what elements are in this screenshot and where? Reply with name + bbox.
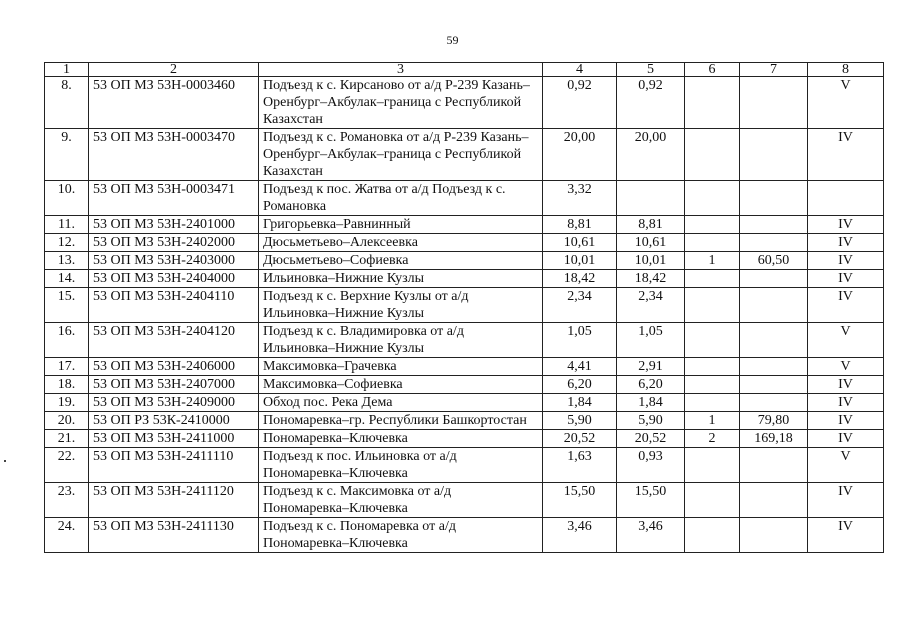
road-name: Подъезд к с. Романовка от а/д Р-239 Казань–Оренбург–Акбулак–граница с Республикой Казахстан	[259, 129, 543, 181]
value-col-4: 10,61	[543, 234, 617, 252]
road-name: Подъезд к пос. Ильиновка от а/д Пономаревка–Ключевка	[259, 448, 543, 483]
road-category: IV	[808, 430, 884, 448]
value-col-5: 1,05	[617, 323, 685, 358]
column-header: 5	[617, 63, 685, 77]
road-id-code: 53 ОП МЗ 53Н-2403000	[89, 252, 259, 270]
road-name: Подъезд к с. Пономаревка от а/д Пономаревка–Ключевка	[259, 518, 543, 553]
road-id-code: 53 ОП МЗ 53Н-2409000	[89, 394, 259, 412]
value-col-6	[685, 394, 740, 412]
value-col-5: 0,92	[617, 77, 685, 129]
table-row	[45, 234, 884, 252]
value-col-6: 2	[685, 430, 740, 448]
road-category: IV	[808, 518, 884, 553]
table-body	[45, 63, 884, 553]
road-category: V	[808, 77, 884, 129]
road-id-code: 53 ОП МЗ 53Н-2407000	[89, 376, 259, 394]
value-col-5: 10,01	[617, 252, 685, 270]
value-col-7	[740, 483, 808, 518]
road-name: Дюсьметьево–Софиевка	[259, 252, 543, 270]
table-row	[45, 412, 884, 430]
row-number: 10.	[45, 181, 89, 216]
table-row	[45, 252, 884, 270]
road-category: IV	[808, 412, 884, 430]
row-number: 16.	[45, 323, 89, 358]
value-col-7	[740, 288, 808, 323]
value-col-5: 2,91	[617, 358, 685, 376]
row-number: 17.	[45, 358, 89, 376]
column-header: 8	[808, 63, 884, 77]
road-category: V	[808, 358, 884, 376]
road-name: Ильиновка–Нижние Кузлы	[259, 270, 543, 288]
table-row	[45, 323, 884, 358]
page-number: 59	[446, 33, 459, 47]
row-number: 24.	[45, 518, 89, 553]
road-id-code: 53 ОП МЗ 53Н-2402000	[89, 234, 259, 252]
value-col-7	[740, 234, 808, 252]
column-header: 3	[259, 63, 543, 77]
table-row	[45, 288, 884, 323]
road-category	[808, 181, 884, 216]
table-row	[45, 483, 884, 518]
value-col-7	[740, 376, 808, 394]
value-col-5: 10,61	[617, 234, 685, 252]
road-category: V	[808, 323, 884, 358]
value-col-6	[685, 77, 740, 129]
row-number: 20.	[45, 412, 89, 430]
table-row	[45, 448, 884, 483]
value-col-6	[685, 270, 740, 288]
value-col-7	[740, 216, 808, 234]
value-col-6	[685, 216, 740, 234]
row-number: 12.	[45, 234, 89, 252]
road-category: IV	[808, 376, 884, 394]
value-col-4: 10,01	[543, 252, 617, 270]
road-category: IV	[808, 252, 884, 270]
table-row	[45, 216, 884, 234]
scan-mark	[4, 460, 6, 462]
value-col-6	[685, 234, 740, 252]
value-col-6	[685, 358, 740, 376]
value-col-6	[685, 483, 740, 518]
road-category: IV	[808, 129, 884, 181]
road-id-code: 53 ОП МЗ 53Н-2404120	[89, 323, 259, 358]
road-category: IV	[808, 234, 884, 252]
road-name: Обход пос. Река Дема	[259, 394, 543, 412]
road-name: Григорьевка–Равнинный	[259, 216, 543, 234]
column-header: 4	[543, 63, 617, 77]
value-col-5: 5,90	[617, 412, 685, 430]
column-header: 7	[740, 63, 808, 77]
road-id-code: 53 ОП МЗ 53Н-0003470	[89, 129, 259, 181]
column-header: 6	[685, 63, 740, 77]
value-col-5: 1,84	[617, 394, 685, 412]
value-col-7	[740, 323, 808, 358]
value-col-6	[685, 376, 740, 394]
road-category: V	[808, 448, 884, 483]
value-col-7	[740, 77, 808, 129]
value-col-6	[685, 129, 740, 181]
value-col-4: 5,90	[543, 412, 617, 430]
value-col-4: 4,41	[543, 358, 617, 376]
value-col-7: 60,50	[740, 252, 808, 270]
value-col-4: 0,92	[543, 77, 617, 129]
row-number: 11.	[45, 216, 89, 234]
value-col-4: 6,20	[543, 376, 617, 394]
value-col-5: 0,93	[617, 448, 685, 483]
value-col-4: 20,52	[543, 430, 617, 448]
road-name: Максимовка–Грачевка	[259, 358, 543, 376]
table-row	[45, 358, 884, 376]
value-col-6	[685, 288, 740, 323]
value-col-7	[740, 448, 808, 483]
road-name: Подъезд к с. Владимировка от а/д Ильиновка–Нижние Кузлы	[259, 323, 543, 358]
table-row	[45, 129, 884, 181]
table-row	[45, 181, 884, 216]
road-name: Максимовка–Софиевка	[259, 376, 543, 394]
road-category: IV	[808, 216, 884, 234]
value-col-6: 1	[685, 412, 740, 430]
road-name: Подъезд к с. Максимовка от а/д Пономаревка–Ключевка	[259, 483, 543, 518]
value-col-7: 79,80	[740, 412, 808, 430]
row-number: 8.	[45, 77, 89, 129]
value-col-4: 1,84	[543, 394, 617, 412]
row-number: 22.	[45, 448, 89, 483]
value-col-5: 6,20	[617, 376, 685, 394]
table-row	[45, 394, 884, 412]
row-number: 21.	[45, 430, 89, 448]
roads-table	[44, 62, 884, 553]
value-col-7	[740, 518, 808, 553]
row-number: 9.	[45, 129, 89, 181]
row-number: 14.	[45, 270, 89, 288]
value-col-5: 18,42	[617, 270, 685, 288]
column-header: 1	[45, 63, 89, 77]
table-row	[45, 77, 884, 129]
value-col-5: 20,52	[617, 430, 685, 448]
value-col-4: 3,32	[543, 181, 617, 216]
road-id-code: 53 ОП МЗ 53Н-2401000	[89, 216, 259, 234]
value-col-5: 8,81	[617, 216, 685, 234]
value-col-4: 1,05	[543, 323, 617, 358]
row-number: 18.	[45, 376, 89, 394]
road-id-code: 53 ОП МЗ 53Н-2411000	[89, 430, 259, 448]
table-row	[45, 518, 884, 553]
table-row	[45, 430, 884, 448]
road-id-code: 53 ОП МЗ 53Н-0003460	[89, 77, 259, 129]
value-col-7	[740, 270, 808, 288]
value-col-7: 169,18	[740, 430, 808, 448]
value-col-7	[740, 129, 808, 181]
road-id-code: 53 ОП РЗ 53К-2410000	[89, 412, 259, 430]
row-number: 15.	[45, 288, 89, 323]
road-category: IV	[808, 483, 884, 518]
value-col-6	[685, 181, 740, 216]
value-col-4: 20,00	[543, 129, 617, 181]
table-row	[45, 270, 884, 288]
column-header: 2	[89, 63, 259, 77]
road-name: Дюсьметьево–Алексеевка	[259, 234, 543, 252]
road-id-code: 53 ОП МЗ 53Н-0003471	[89, 181, 259, 216]
road-category: IV	[808, 270, 884, 288]
road-category: IV	[808, 394, 884, 412]
value-col-7	[740, 394, 808, 412]
row-number: 23.	[45, 483, 89, 518]
row-number: 19.	[45, 394, 89, 412]
value-col-6: 1	[685, 252, 740, 270]
road-name: Подъезд к с. Кирсаново от а/д Р-239 Казань–Оренбург–Акбулак–граница с Республикой Казахстан	[259, 77, 543, 129]
road-id-code: 53 ОП МЗ 53Н-2404110	[89, 288, 259, 323]
value-col-5: 15,50	[617, 483, 685, 518]
value-col-4: 15,50	[543, 483, 617, 518]
road-name: Пономаревка–Ключевка	[259, 430, 543, 448]
value-col-7	[740, 358, 808, 376]
road-name: Подъезд к пос. Жатва от а/д Подъезд к с. Романовка	[259, 181, 543, 216]
value-col-4: 1,63	[543, 448, 617, 483]
value-col-5: 20,00	[617, 129, 685, 181]
value-col-6	[685, 518, 740, 553]
value-col-6	[685, 448, 740, 483]
road-name: Пономаревка–гр. Республики Башкортостан	[259, 412, 543, 430]
road-id-code: 53 ОП МЗ 53Н-2411110	[89, 448, 259, 483]
road-id-code: 53 ОП МЗ 53Н-2404000	[89, 270, 259, 288]
road-id-code: 53 ОП МЗ 53Н-2406000	[89, 358, 259, 376]
value-col-5: 2,34	[617, 288, 685, 323]
value-col-5	[617, 181, 685, 216]
value-col-4: 8,81	[543, 216, 617, 234]
row-number: 13.	[45, 252, 89, 270]
road-id-code: 53 ОП МЗ 53Н-2411120	[89, 483, 259, 518]
table-row	[45, 376, 884, 394]
road-category: IV	[808, 288, 884, 323]
column-header-row	[45, 63, 884, 77]
value-col-7	[740, 181, 808, 216]
value-col-4: 18,42	[543, 270, 617, 288]
value-col-4: 2,34	[543, 288, 617, 323]
value-col-6	[685, 323, 740, 358]
value-col-4: 3,46	[543, 518, 617, 553]
value-col-5: 3,46	[617, 518, 685, 553]
road-id-code: 53 ОП МЗ 53Н-2411130	[89, 518, 259, 553]
road-name: Подъезд к с. Верхние Кузлы от а/д Ильиновка–Нижние Кузлы	[259, 288, 543, 323]
